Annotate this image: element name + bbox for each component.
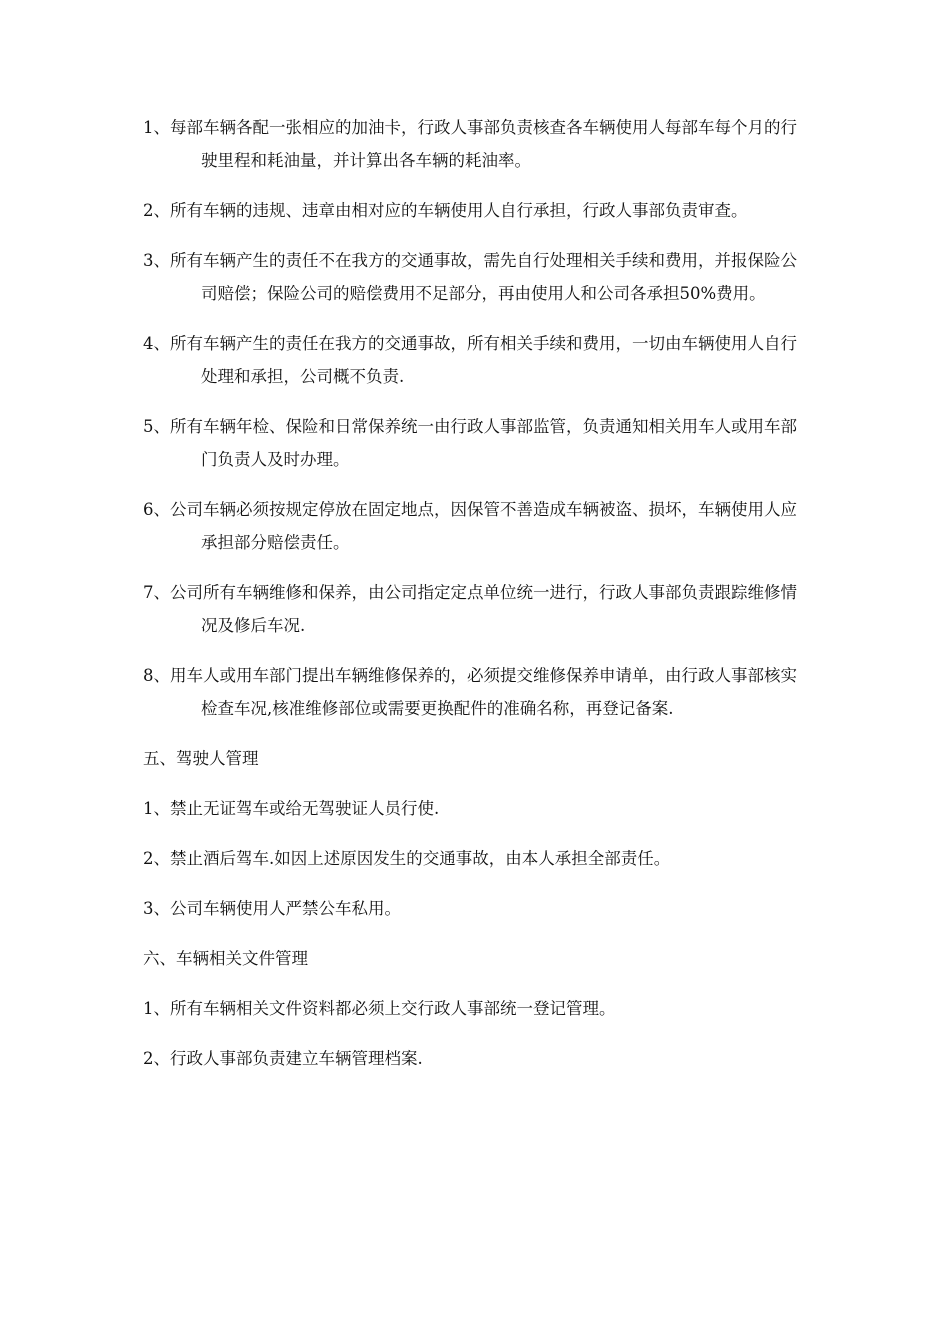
- vehicle-rule-7: 7、公司所有车辆维修和保养，由公司指定定点单位统一进行，行政人事部负责跟踪维修情况及修后车况.: [143, 583, 797, 635]
- driver-rule-2: 2、禁止酒后驾车.如因上述原因发生的交通事故，由本人承担全部责任。: [143, 849, 671, 868]
- vehicle-rule-5: 5、所有车辆年检、保险和日常保养统一由行政人事部监管，负责通知相关用车人或用车部门负责人及时办理。: [143, 417, 797, 469]
- vehicle-rule-6: 6、公司车辆必须按规定停放在固定地点，因保管不善造成车辆被盗、损坏，车辆使用人应承担部分赔偿责任。: [143, 500, 797, 552]
- driver-rule-1: 1、禁止无证驾车或给无驾驶证人员行使.: [143, 799, 440, 818]
- vehicle-rule-8: 8、用车人或用车部门提出车辆维修保养的，必须提交维修保养申请单，由行政人事部核实检查车况,核准维修部位或需要更换配件的准确名称，再登记备案.: [143, 666, 797, 718]
- vehicle-rule-3: 3、所有车辆产生的责任不在我方的交通事故，需先自行处理相关手续和费用，并报保险公司赔偿；保险公司的赔偿费用不足部分，再由使用人和公司各承担50%费用。: [143, 251, 797, 303]
- document-page: [143, 111, 808, 1092]
- section-heading-driver-management: 五、驾驶人管理: [143, 749, 259, 768]
- vehicle-rule-4: 4、所有车辆产生的责任在我方的交通事故，所有相关手续和费用，一切由车辆使用人自行处理和承担，公司概不负责.: [143, 334, 797, 386]
- section-heading-vehicle-documents: 六、车辆相关文件管理: [143, 949, 308, 968]
- vehicle-rule-2: 2、所有车辆的违规、违章由相对应的车辆使用人自行承担，行政人事部负责审查。: [143, 201, 748, 220]
- driver-rule-3: 3、公司车辆使用人严禁公车私用。: [143, 899, 401, 918]
- vehicle-rule-1: 1、每部车辆各配一张相应的加油卡，行政人事部负责核查各车辆使用人每部车每个月的行驶里程和耗油量，并计算出各车辆的耗油率。: [143, 118, 797, 170]
- document-rule-2: 2、行政人事部负责建立车辆管理档案.: [143, 1049, 423, 1068]
- document-rule-1: 1、所有车辆相关文件资料都必须上交行政人事部统一登记管理。: [143, 999, 616, 1018]
